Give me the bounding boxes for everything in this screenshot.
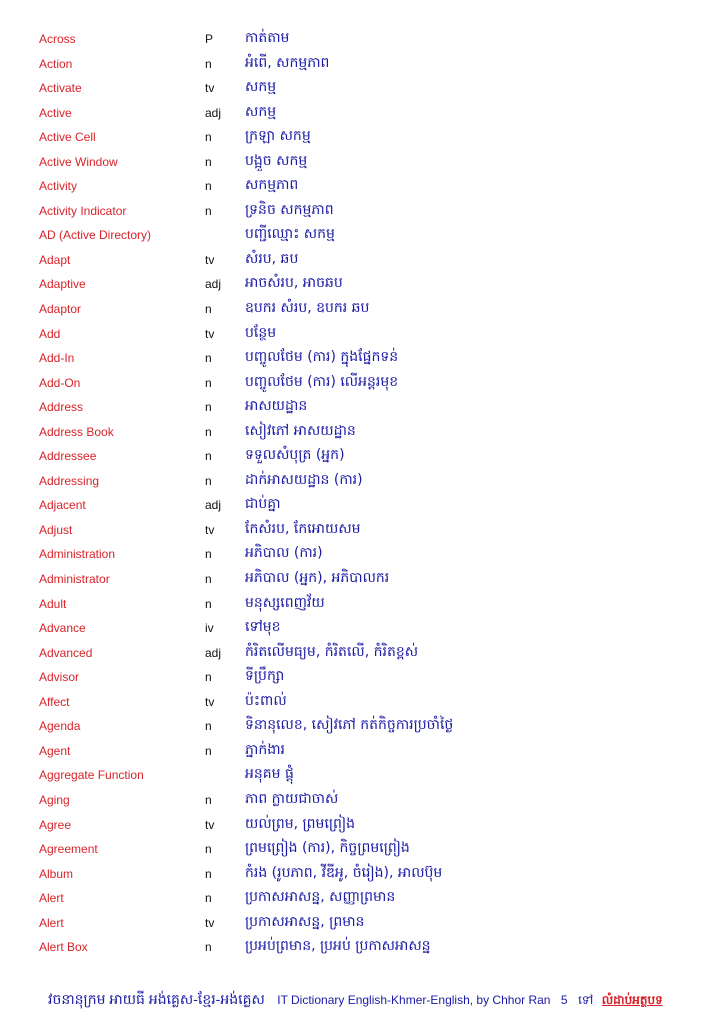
table-of-contents-link[interactable]: លំដាប់អត្ថបទ: [601, 993, 663, 1007]
entry-khmer-translation: សំរប, ឆប: [245, 250, 299, 267]
entry-term: Agent: [39, 743, 71, 758]
entry-khmer-translation: អំពើ, សកម្មភាព: [245, 54, 330, 71]
entry-row: [0, 934, 728, 959]
entry-row: [0, 173, 728, 198]
entry-term: Alert: [39, 891, 64, 906]
entry-part-of-speech: adj: [205, 277, 222, 292]
entry-part-of-speech: n: [205, 449, 212, 464]
entry-term: Add-On: [39, 375, 81, 390]
entry-row: [0, 124, 728, 149]
entry-part-of-speech: n: [205, 203, 212, 218]
entry-row: [0, 468, 728, 493]
entry-khmer-translation: ភ្នាក់ងារ: [245, 741, 285, 758]
entry-part-of-speech: n: [205, 351, 212, 366]
entry-row: [0, 664, 728, 689]
entry-khmer-translation: ទ្រនិច សកម្មភាព: [245, 201, 334, 218]
entry-part-of-speech: n: [205, 130, 212, 145]
entry-row: [0, 910, 728, 935]
entry-term: Aging: [39, 792, 70, 807]
entry-row: [0, 836, 728, 861]
entry-khmer-translation: អភិបាល (ការ): [245, 545, 323, 562]
entry-part-of-speech: n: [205, 792, 212, 807]
entry-khmer-translation: ដាក់អាសយដ្ឋាន (ការ): [245, 471, 363, 488]
entry-part-of-speech: n: [205, 154, 212, 169]
entry-term: Affect: [39, 694, 70, 709]
entry-term: Active: [39, 105, 72, 120]
entry-part-of-speech: n: [205, 670, 212, 685]
entry-khmer-translation: អាសយដ្ឋាន: [245, 398, 308, 415]
entry-khmer-translation: ប្រកាសអាសន្ន, ព្រមាន: [245, 913, 365, 930]
footer-khmer-title: វចនានុក្រម អាយធី អង់គ្លេស-ខ្មែរ-អង់គ្លេស: [48, 991, 265, 1007]
entry-khmer-translation: ព្រមព្រៀង (ការ), កិច្ចព្រមព្រៀង: [245, 840, 410, 857]
entry-row: [0, 762, 728, 787]
entry-khmer-translation: ក្រឡា សកម្ម: [245, 128, 311, 145]
entry-part-of-speech: n: [205, 179, 212, 194]
entry-row: [0, 443, 728, 468]
entry-khmer-translation: កំរិតលើមធ្យម, កំរិតលើ, កំរិតខ្ពស់: [245, 643, 419, 660]
entry-part-of-speech: tv: [205, 694, 215, 709]
entry-row: [0, 566, 728, 591]
entry-khmer-translation: អាចសំរប, អាចឆប: [245, 275, 343, 292]
entry-khmer-translation: ឧបករ សំរប, ឧបករ ឆប: [245, 300, 370, 317]
entry-row: [0, 26, 728, 51]
entry-term: Activity Indicator: [39, 203, 127, 218]
entry-part-of-speech: tv: [205, 252, 215, 267]
entry-part-of-speech: n: [205, 940, 212, 955]
entry-khmer-translation: ជាប់គ្នា: [245, 496, 281, 513]
entry-row: [0, 296, 728, 321]
entry-row: [0, 640, 728, 665]
entry-part-of-speech: n: [205, 424, 212, 439]
entry-row: [0, 419, 728, 444]
entry-term: Address: [39, 400, 84, 415]
entry-khmer-translation: ភាព ក្លាយជាចាស់: [245, 790, 339, 807]
footer-english-title: IT Dictionary English-Khmer-English, by Chhor Ran: [277, 993, 551, 1007]
entry-term: Addressing: [39, 473, 100, 488]
entry-term: Adult: [39, 596, 67, 611]
entry-term: Add-In: [39, 351, 75, 366]
page-footer: [48, 990, 718, 1012]
page-number: 5: [560, 993, 568, 1007]
entry-row: [0, 861, 728, 886]
entry-term: Agenda: [39, 719, 81, 734]
entry-row: [0, 885, 728, 910]
entry-khmer-translation: បង្អួច សកម្ម: [245, 152, 308, 169]
entry-part-of-speech: n: [205, 743, 212, 758]
entry-term: Advance: [39, 621, 86, 636]
entry-khmer-translation: សកម្មភាព: [245, 177, 299, 194]
entry-term: Activate: [39, 81, 82, 96]
entry-row: [0, 247, 728, 272]
entry-part-of-speech: n: [205, 56, 212, 71]
entry-part-of-speech: tv: [205, 522, 215, 537]
entry-row: [0, 812, 728, 837]
entry-part-of-speech: n: [205, 866, 212, 881]
entry-term: AD (Active Directory): [39, 228, 152, 243]
entry-term: Across: [39, 32, 76, 46]
entry-part-of-speech: iv: [205, 621, 214, 636]
entry-part-of-speech: n: [205, 400, 212, 415]
entry-term: Adjacent: [39, 498, 86, 513]
entry-row: [0, 689, 728, 714]
entry-khmer-translation: កាត់តាម: [245, 30, 290, 46]
entry-khmer-translation: អភិបាល (អ្នក), អភិបាលករ: [245, 570, 390, 587]
entry-row: [0, 517, 728, 542]
entry-khmer-translation: មនុស្សពេញវ័យ: [245, 594, 325, 611]
entry-part-of-speech: n: [205, 375, 212, 390]
entry-term: Adaptor: [39, 302, 82, 317]
entry-part-of-speech: n: [205, 842, 212, 857]
entry-term: Advanced: [39, 645, 93, 660]
entry-term: Adapt: [39, 252, 71, 267]
entry-row: [0, 591, 728, 616]
entry-row: [0, 738, 728, 763]
entry-khmer-translation: ទទួលសំបុត្រ (អ្នក): [245, 447, 345, 464]
entry-part-of-speech: tv: [205, 326, 215, 341]
entry-khmer-translation: សកម្ម: [245, 79, 277, 96]
entry-row: [0, 787, 728, 812]
entry-part-of-speech: n: [205, 596, 212, 611]
entry-term: Album: [39, 866, 74, 881]
entry-part-of-speech: adj: [205, 498, 222, 513]
entry-khmer-translation: យល់ព្រម, ព្រមព្រៀង: [245, 815, 356, 832]
entry-row: [0, 492, 728, 517]
entry-row: [0, 541, 728, 566]
entry-part-of-speech: tv: [205, 817, 215, 832]
entry-term: Add: [39, 326, 61, 341]
entry-row: [0, 100, 728, 125]
entry-term: Activity: [39, 179, 78, 194]
dictionary-entries: [0, 26, 728, 959]
entry-khmer-translation: បន្ថែម: [245, 324, 277, 341]
entry-part-of-speech: n: [205, 302, 212, 317]
entry-khmer-translation: ទីប្រឹក្សា: [245, 668, 285, 685]
entry-khmer-translation: បញ្ចូលថែម (ការ) លើអន្តរមុខ: [245, 373, 399, 390]
entry-part-of-speech: adj: [205, 105, 222, 120]
entry-khmer-translation: កំរង (រូបភាព, វីឌីអូ, ចំរៀង), អាលប៊ុម: [245, 864, 443, 881]
entry-khmer-translation: ប៉ះពាល់: [245, 692, 287, 709]
entry-part-of-speech: tv: [205, 915, 215, 930]
entry-row: [0, 51, 728, 76]
entry-row: [0, 615, 728, 640]
entry-term: Active Cell: [39, 130, 96, 145]
entry-khmer-translation: ទិនានុលេខ, សៀវភៅ កត់កិច្ចការប្រចាំថ្ងៃ: [245, 717, 454, 734]
entry-row: [0, 75, 728, 100]
entry-term: Administrator: [39, 572, 110, 587]
entry-khmer-translation: ទៅមុខ: [245, 619, 281, 636]
entry-term: Address Book: [39, 424, 114, 439]
entry-khmer-translation: កែសំរប, កែអោយសម: [245, 520, 361, 537]
entry-khmer-translation: ប្រកាសអាសន្ន, សញ្ញាព្រមាន: [245, 889, 396, 906]
entry-term: Active Window: [39, 154, 118, 169]
entry-khmer-translation: អនុគម ផ្តុំ: [245, 766, 294, 783]
entry-term: Alert Box: [39, 940, 88, 955]
entry-part-of-speech: n: [205, 473, 212, 488]
entry-part-of-speech: n: [205, 547, 212, 562]
entry-row: [0, 713, 728, 738]
entry-row: [0, 394, 728, 419]
entry-khmer-translation: ប្រអប់ព្រមាន, ប្រអប់ ប្រកាសអាសន្ន: [245, 938, 431, 955]
entry-part-of-speech: n: [205, 572, 212, 587]
entry-term: Aggregate Function: [39, 768, 144, 783]
entry-khmer-translation: សកម្ម: [245, 103, 277, 120]
entry-part-of-speech: n: [205, 719, 212, 734]
entry-row: [0, 345, 728, 370]
entry-row: [0, 198, 728, 223]
entry-term: Adaptive: [39, 277, 86, 292]
entry-khmer-translation: សៀវភៅ អាសយដ្ឋាន: [245, 422, 356, 439]
entry-part-of-speech: adj: [205, 645, 222, 660]
entry-row: [0, 370, 728, 395]
entry-part-of-speech: n: [205, 891, 212, 906]
entry-term: Addressee: [39, 449, 97, 464]
entry-term: Agreement: [39, 842, 98, 857]
entry-row: [0, 321, 728, 346]
entry-row: [0, 222, 728, 247]
entry-term: Agree: [39, 817, 72, 832]
entry-term: Adjust: [39, 522, 73, 537]
entry-term: Action: [39, 56, 73, 71]
entry-khmer-translation: បញ្ជីឈ្មោះ សកម្ម: [245, 226, 335, 243]
entry-term: Alert: [39, 915, 64, 930]
entry-row: [0, 149, 728, 174]
entry-part-of-speech: tv: [205, 81, 215, 96]
entry-term: Administration: [39, 547, 116, 562]
entry-term: Advisor: [39, 670, 80, 685]
entry-row: [0, 271, 728, 296]
entry-part-of-speech: P: [205, 32, 214, 46]
footer-goto-text: ទៅ: [578, 993, 594, 1007]
entry-khmer-translation: បញ្ចូលថែម (ការ) ក្នុងផ្នែកទន់: [245, 349, 399, 366]
